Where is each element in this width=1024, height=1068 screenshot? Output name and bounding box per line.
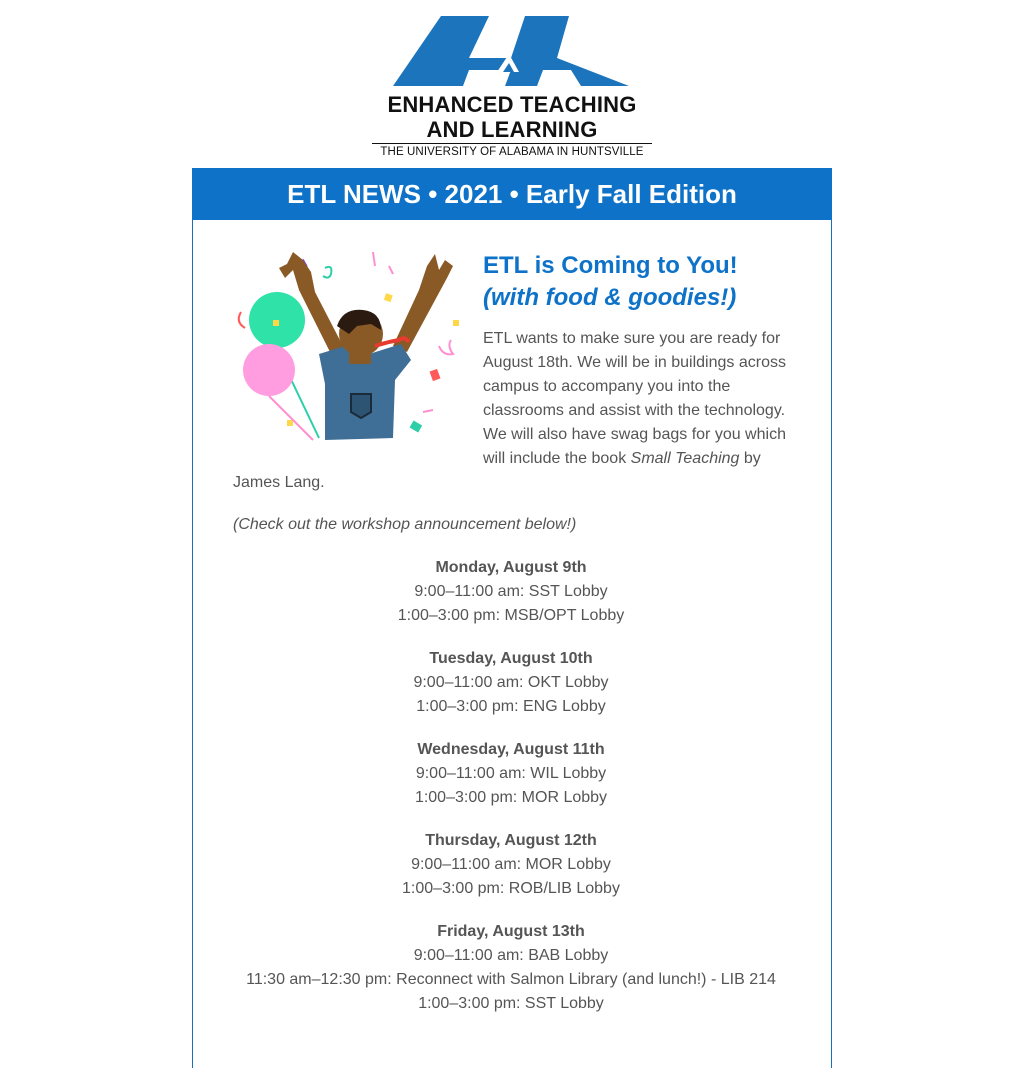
book-title: Small Teaching <box>630 450 740 467</box>
time-slot: 9:00–11:00 am: BAB Lobby <box>413 947 609 964</box>
schedule-day <box>233 828 789 901</box>
day-title: Monday, August 9th <box>435 559 587 576</box>
body-text-part2: by James Lang. <box>233 450 761 491</box>
workshop-note: (Check out the workshop announcement below!) <box>233 516 577 533</box>
banner-title: ETL NEWS • 2021 • Early Fall Edition <box>287 179 737 209</box>
time-slot: 1:00–3:00 pm: SST Lobby <box>418 995 604 1012</box>
article <box>233 250 789 1034</box>
day-title: Friday, August 13th <box>437 923 585 940</box>
time-slot: 1:00–3:00 pm: MOR Lobby <box>414 789 608 806</box>
time-slot: 9:00–11:00 am: OKT Lobby <box>413 674 609 691</box>
time-slot: 11:30 am–12:30 pm: Reconnect with Salmon Library (and lunch!) - LIB 214 <box>246 971 776 988</box>
article-subheadline: (with food & goodies!) <box>483 284 737 311</box>
time-slot: 1:00–3:00 pm: ROB/LIB Lobby <box>402 880 620 897</box>
day-title: Thursday, August 12th <box>425 832 597 849</box>
email-header <box>0 0 1024 168</box>
schedule-day <box>233 555 789 628</box>
logo-subtitle: THE UNIVERSITY OF ALABAMA IN HUNTSVILLE <box>380 146 644 158</box>
day-title: Tuesday, August 10th <box>429 650 593 667</box>
time-slot: 9:00–11:00 am: MOR Lobby <box>411 856 611 873</box>
uah-logo-icon <box>393 14 629 88</box>
article-headline: ETL is Coming to You! <box>483 252 738 279</box>
logo-divider <box>372 143 652 144</box>
schedule <box>233 555 789 1016</box>
time-slot: 9:00–11:00 am: WIL Lobby <box>415 765 607 782</box>
time-slot: 9:00–11:00 am: SST Lobby <box>414 583 608 600</box>
schedule-day <box>233 919 789 1016</box>
schedule-day <box>233 646 789 719</box>
time-slot: 1:00–3:00 pm: MSB/OPT Lobby <box>397 607 625 624</box>
day-title: Wednesday, August 11th <box>417 741 605 758</box>
time-slot: 1:00–3:00 pm: ENG Lobby <box>416 698 606 715</box>
logo-title-line2: AND LEARNING <box>426 117 598 142</box>
logo-title-line1: ENHANCED TEACHING <box>387 92 637 117</box>
body-text-part1: ETL wants to make sure you are ready for August 18th. We will be in buildings across campus to accompany you into the classrooms and assist with the technology. We will also have swag bags for you which will include the book <box>483 330 786 467</box>
newsletter-banner <box>192 168 832 220</box>
schedule-day <box>233 737 789 810</box>
celebrating-person-with-balloons-illustration <box>233 250 465 450</box>
